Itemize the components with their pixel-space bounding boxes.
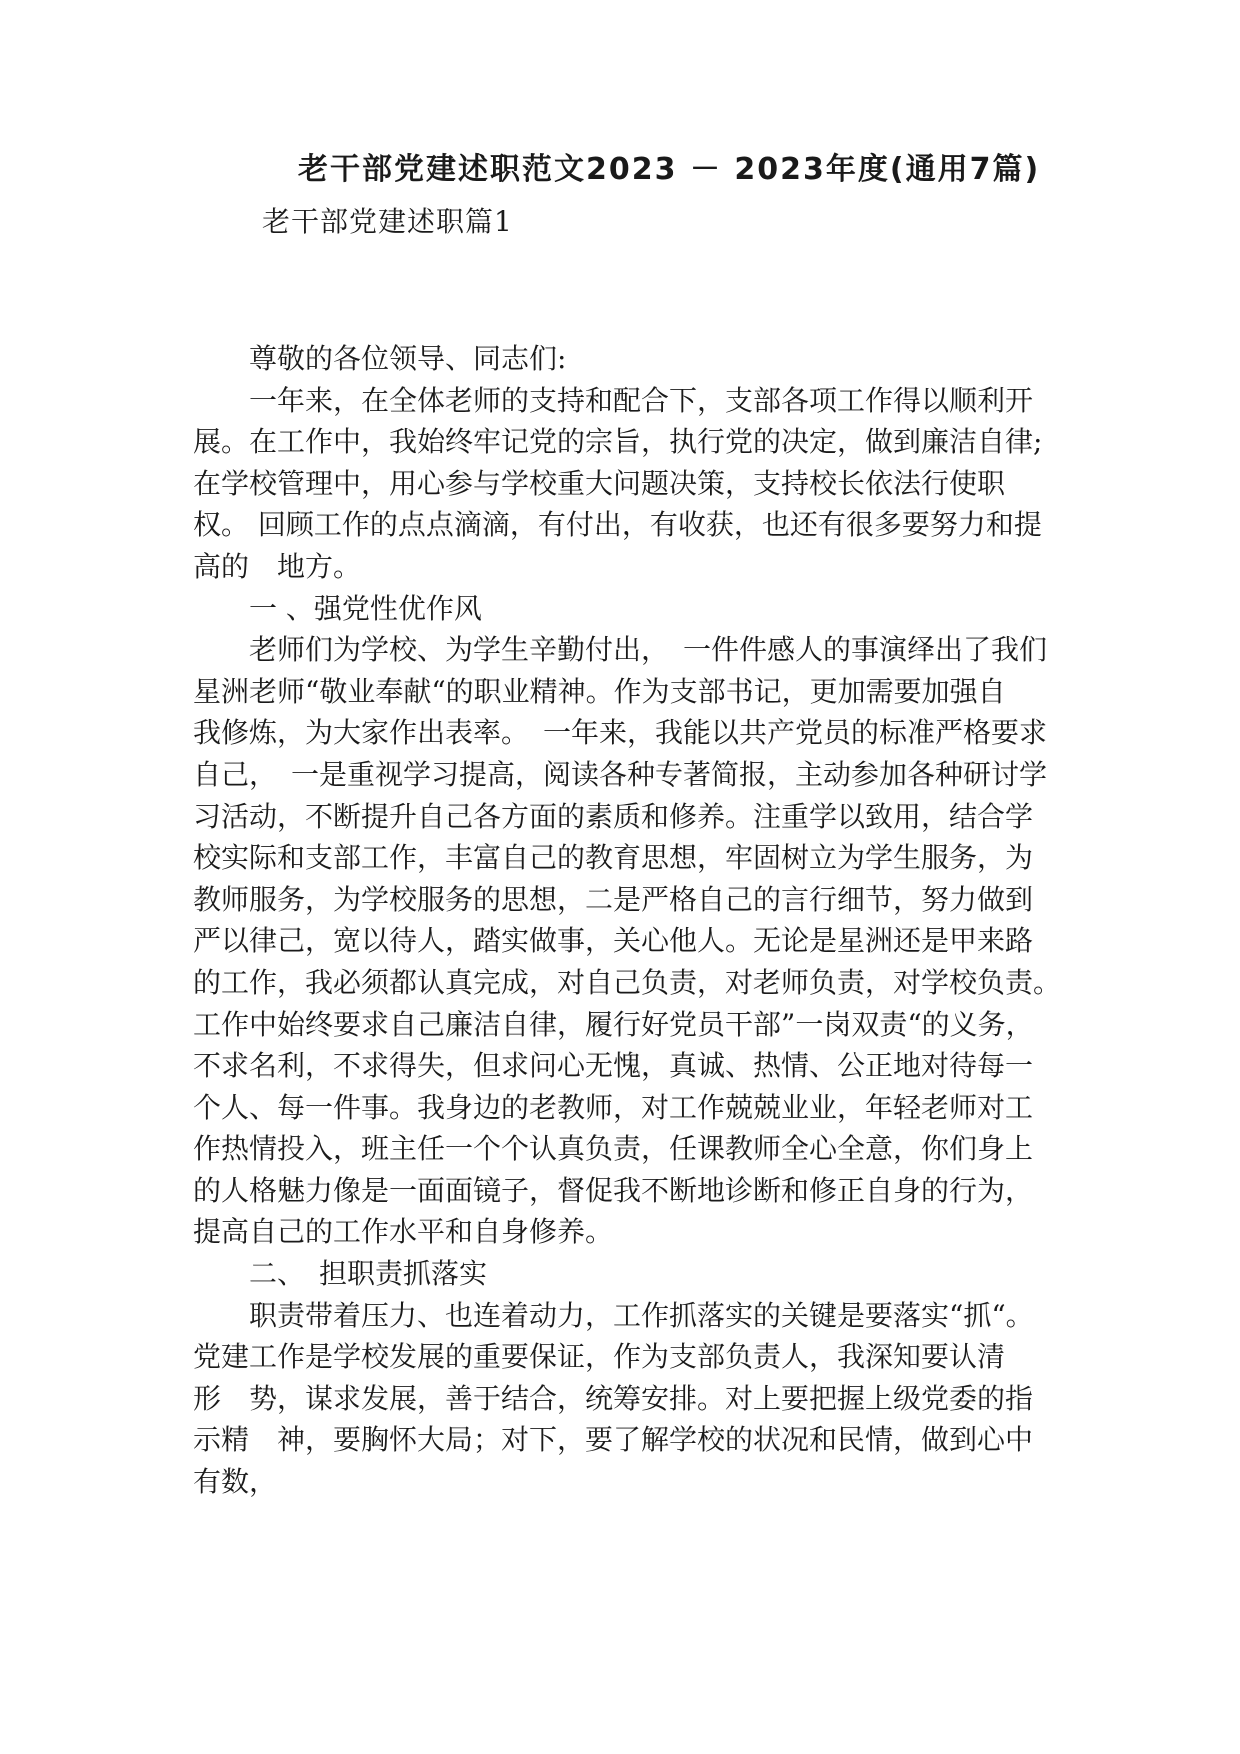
text-line: 自己， 一是重视学习提高，阅读各种专著简报，主动参加各种研讨学 <box>193 757 1048 791</box>
text-line: 教师服务，为学校服务的思想，二是严格自己的言行细节，努力做到 <box>193 882 1034 916</box>
text-line: 校实际和支部工作，丰富自己的教育思想，牢固树立为学生服务，为 <box>193 841 1034 875</box>
text-line: 展。在工作中，我始终牢记党的宗旨，执行党的决定，做到廉洁自律; <box>193 425 1043 459</box>
section-title: 老干部党建述职篇1 <box>262 205 513 238</box>
document-body <box>193 338 1063 1503</box>
text-line: 的人格魅力像是一面面镜子，督促我不断地诊断和修正自身的行为， <box>193 1173 1034 1207</box>
text-line: 作热情投入，班主任一个个认真负责，任课教师全心全意，你们身上 <box>193 1132 1034 1166</box>
text-line: 一年来，在全体老师的支持和配合下，支部各项工作得以顺利开 <box>249 383 1034 417</box>
text-line: 二、 担职责抓落实 <box>249 1257 488 1291</box>
text-line: 我修炼，为大家作出表率。 一年来，我能以共产党员的标准严格要求 <box>193 716 1048 750</box>
text-line: 有数， <box>193 1465 278 1499</box>
text-line: 严以律己，宽以待人，踏实做事，关心他人。无论是星洲还是甲来路 <box>193 924 1034 958</box>
text-line: 不求名利，不求得失，但求问心无愧，真诚、热情、公正地对待每一 <box>193 1049 1034 1083</box>
text-line: 职责带着压力、也连着动力，工作抓落实的关键是要落实“抓“。 <box>249 1298 1034 1332</box>
text-line: 一 、强党性优作风 <box>249 591 482 625</box>
document-title: 老干部党建述职范文2023 － 2023年度(通用7篇) <box>298 152 1041 187</box>
text-line: 高的 地方。 <box>193 549 362 583</box>
text-line: 老师们为学校、为学生辛勤付出， 一件件感人的事演绎出了我们 <box>249 633 1048 667</box>
text-line: 党建工作是学校发展的重要保证，作为支部负责人，我深知要认清 <box>193 1340 1006 1374</box>
text-line: 提高自己的工作水平和自身修养。 <box>193 1215 614 1249</box>
text-line: 示精 神，要胸怀大局；对下，要了解学校的状况和民情，做到心中 <box>193 1423 1034 1457</box>
text-line: 权。 回顾工作的点点滴滴，有付出，有收获，也还有很多要努力和提 <box>193 508 1042 542</box>
text-line: 工作中始终要求自己廉洁自律，履行好党员干部”一岗双责“的义务， <box>193 1007 1034 1041</box>
text-line: 尊敬的各位领导、同志们: <box>249 342 567 375</box>
text-line: 习活动，不断提升自己各方面的素质和修养。注重学以致用，结合学 <box>193 799 1034 833</box>
text-line: 的工作，我必须都认真完成，对自己负责，对老师负责，对学校负责。 <box>193 965 1062 999</box>
text-line: 在学校管理中，用心参与学校重大问题决策，支持校长依法行使职 <box>193 466 1006 500</box>
text-line: 个人、每一件事。我身边的老教师，对工作兢兢业业，年轻老师对工 <box>193 1090 1034 1124</box>
text-line: 形 势，谋求发展，善于结合，统筹安排。对上要把握上级党委的指 <box>193 1381 1034 1415</box>
text-line: 星洲老师“敬业奉献“的职业精神。作为支部书记，更加需要加强自 <box>193 674 1006 708</box>
